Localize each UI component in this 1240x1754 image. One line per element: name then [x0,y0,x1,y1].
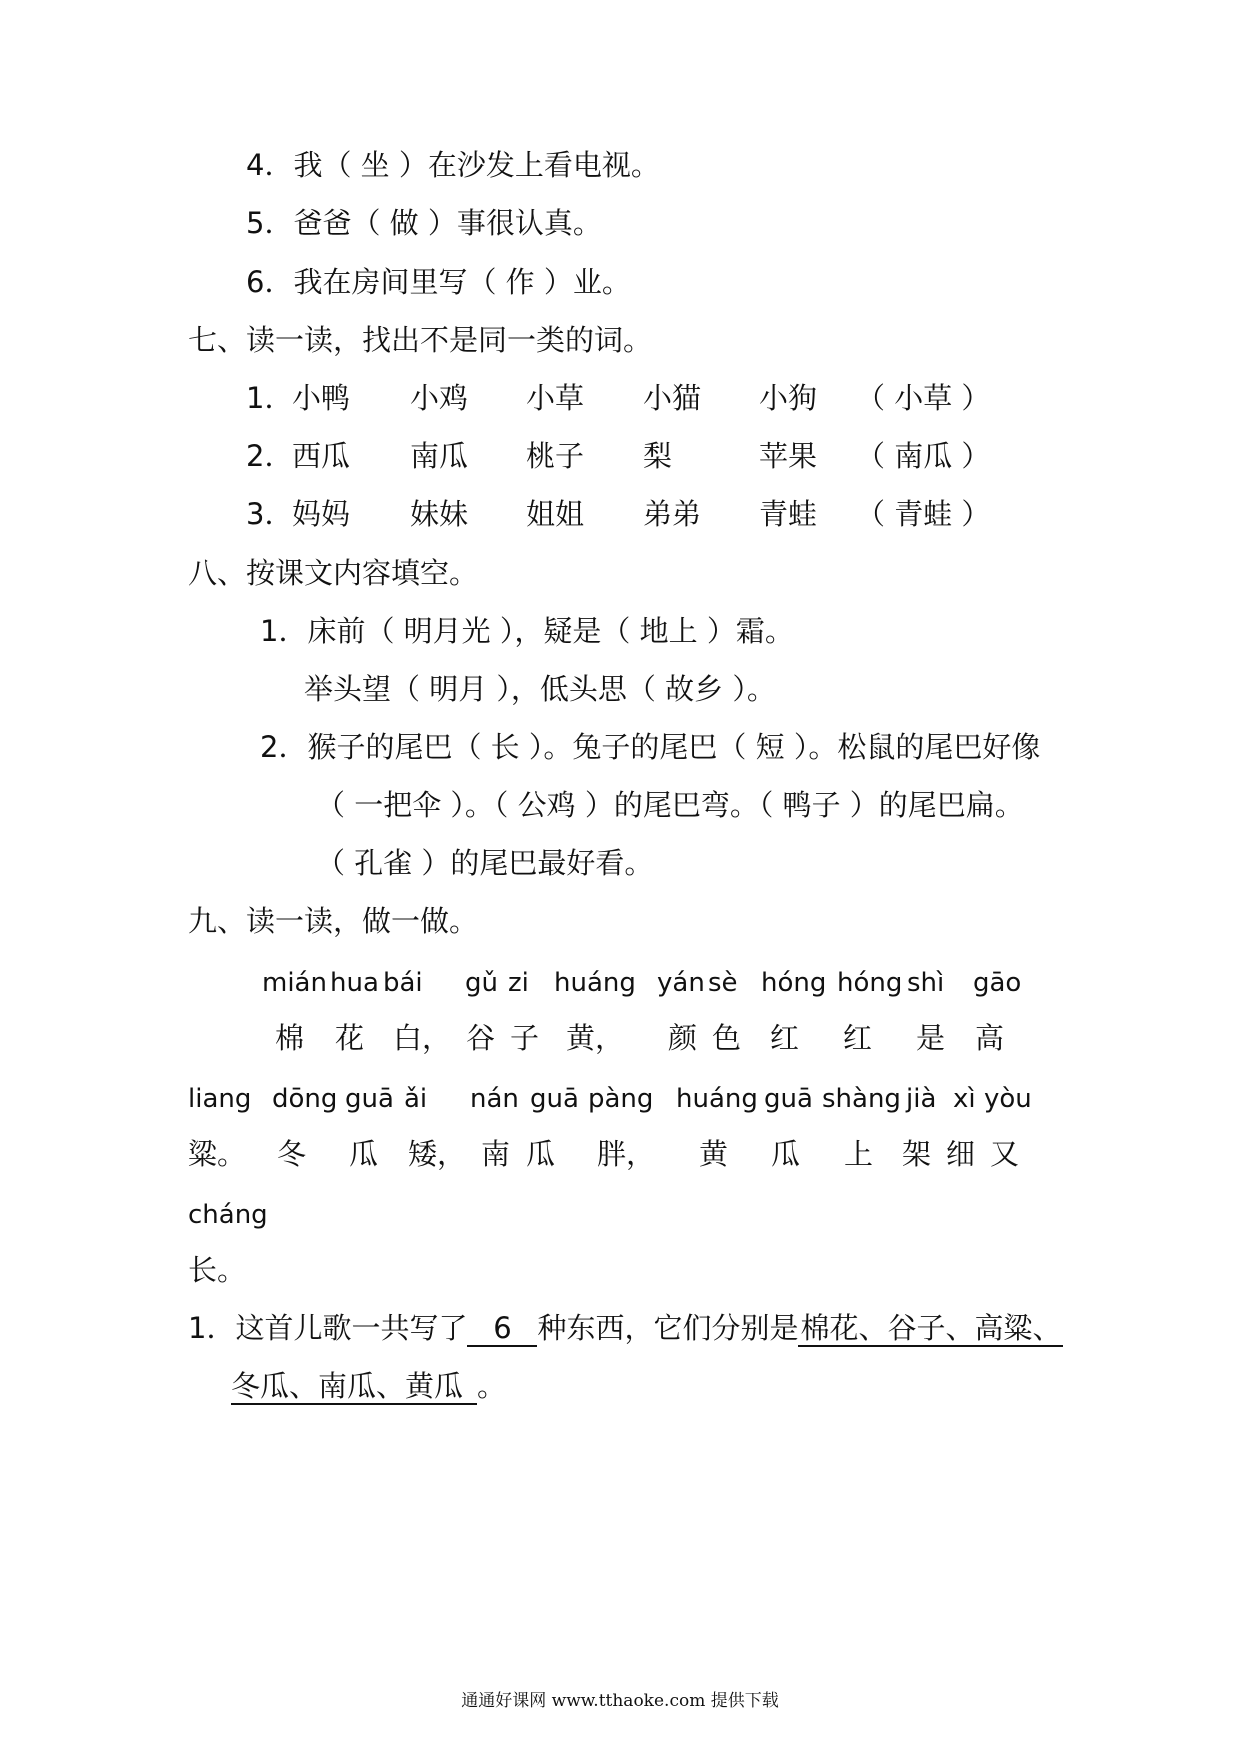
hanzi: 是 [916,1021,946,1055]
pinyin: liang [188,1084,252,1114]
word: 梨 [643,439,673,473]
pinyin: gāo [973,968,1022,998]
part6-item-4: 4．我（ 坐 ）在沙发上看电视。 [246,148,660,182]
pinyin: bái [383,968,423,998]
answer: （ 小草 ） [856,381,991,415]
hanzi: 红 [770,1021,800,1055]
question-1-continued [231,1368,506,1405]
pinyin: shàng [822,1084,901,1114]
answer: （ 青蛙 ） [856,497,991,531]
section8-line: 1．床前（ 明月光 ），疑是（ 地上 ）霜。 [260,614,794,648]
question-1-end: 。 [477,1369,507,1403]
question-1-prefix: 1．这首儿歌一共写了 [188,1311,468,1345]
footer-source: 通通好课网 www.tthaoke.com 提供下载 [461,1691,779,1711]
row-number: 2． [246,439,294,473]
answer-blank-count: 6 [467,1311,537,1347]
hanzi: 瓜 [771,1137,801,1171]
hanzi: 色 [712,1021,742,1055]
pinyin: guā [764,1084,813,1114]
pinyin: ǎi [404,1084,428,1114]
word: 西瓜 [292,439,351,473]
hanzi: 冬 [277,1137,307,1171]
section7-heading: 七、读一读，找出不是同一类的词。 [188,323,653,357]
hanzi: 胖， [597,1137,656,1171]
word: 姐姐 [526,497,585,531]
hanzi: 谷 [466,1021,496,1055]
pinyin: zi [508,968,529,998]
hanzi: 花 [335,1021,365,1055]
hanzi: 长。 [188,1253,247,1287]
pinyin: yán [657,968,705,998]
section8-line: （ 孔雀 ）的尾巴最好看。 [316,846,654,880]
pinyin: sè [708,968,738,998]
section8-heading: 八、按课文内容填空。 [188,556,479,590]
word: 小狗 [759,381,818,415]
hanzi: 上 [844,1137,874,1171]
pinyin: hua [330,968,379,998]
pinyin: pàng [588,1084,654,1114]
row-number: 3． [246,497,294,531]
hanzi: 黄， [566,1021,625,1055]
hanzi: 矮， [408,1137,467,1171]
hanzi: 高 [975,1021,1005,1055]
part6-item-6: 6．我在房间里写（ 作 ）业。 [246,265,631,299]
hanzi: 又 [990,1137,1020,1171]
word: 妹妹 [410,497,469,531]
section8-line: 举头望（ 明月 ），低头思（ 故乡 ）。 [304,672,776,706]
pinyin: cháng [188,1200,268,1230]
row-number: 1． [246,381,294,415]
hanzi: 瓜 [526,1137,556,1171]
hanzi: 黄 [699,1137,729,1171]
question-1-middle: 种东西，它们分别是 [537,1311,799,1345]
pinyin: xì [953,1084,976,1114]
word: 小草 [526,381,585,415]
pinyin: yòu [984,1084,1032,1114]
answer: （ 南瓜 ） [856,439,991,473]
word: 青蛙 [759,497,818,531]
pinyin: nán [470,1084,519,1114]
word: 弟弟 [643,497,702,531]
pinyin: dōng [272,1084,338,1114]
answer-blank-items: 棉花、谷子、高粱、 [800,1311,1062,1345]
pinyin: guā [345,1084,394,1114]
pinyin: shì [907,968,945,998]
hanzi: 架 [902,1137,932,1171]
pinyin: hóng [837,968,903,998]
pinyin: guā [530,1084,579,1114]
word: 南瓜 [410,439,469,473]
hanzi: 南 [481,1137,511,1171]
pinyin: huáng [676,1084,758,1114]
hanzi: 颜 [668,1021,698,1055]
hanzi: 棉 [275,1021,305,1055]
hanzi: 红 [843,1021,873,1055]
hanzi: 白， [393,1021,452,1055]
hanzi: 瓜 [349,1137,379,1171]
pinyin: jià [906,1084,937,1114]
pinyin: gǔ [465,968,498,998]
hanzi: 细 [946,1137,976,1171]
section8-line: 2．猴子的尾巴（ 长 ）。兔子的尾巴（ 短 ）。松鼠的尾巴好像 [260,730,1041,764]
word: 小猫 [643,381,702,415]
word: 桃子 [526,439,585,473]
word: 小鸭 [292,381,351,415]
word: 苹果 [759,439,818,473]
hanzi: 子 [510,1021,540,1055]
pinyin: hóng [761,968,827,998]
hanzi: 粱。 [188,1137,247,1171]
word: 小鸡 [410,381,469,415]
word: 妈妈 [292,497,351,531]
section8-line: （ 一把伞 ）。（ 公鸡 ）的尾巴弯。（ 鸭子 ）的尾巴扁。 [316,788,1024,822]
part6-item-5: 5．爸爸（ 做 ）事很认真。 [246,206,602,240]
pinyin: huáng [554,968,636,998]
pinyin: mián [262,968,327,998]
question-1 [188,1310,1063,1347]
answer-blank-items-2: 冬瓜、南瓜、黄瓜 [231,1369,477,1405]
section9-heading: 九、读一读，做一做。 [188,904,479,938]
